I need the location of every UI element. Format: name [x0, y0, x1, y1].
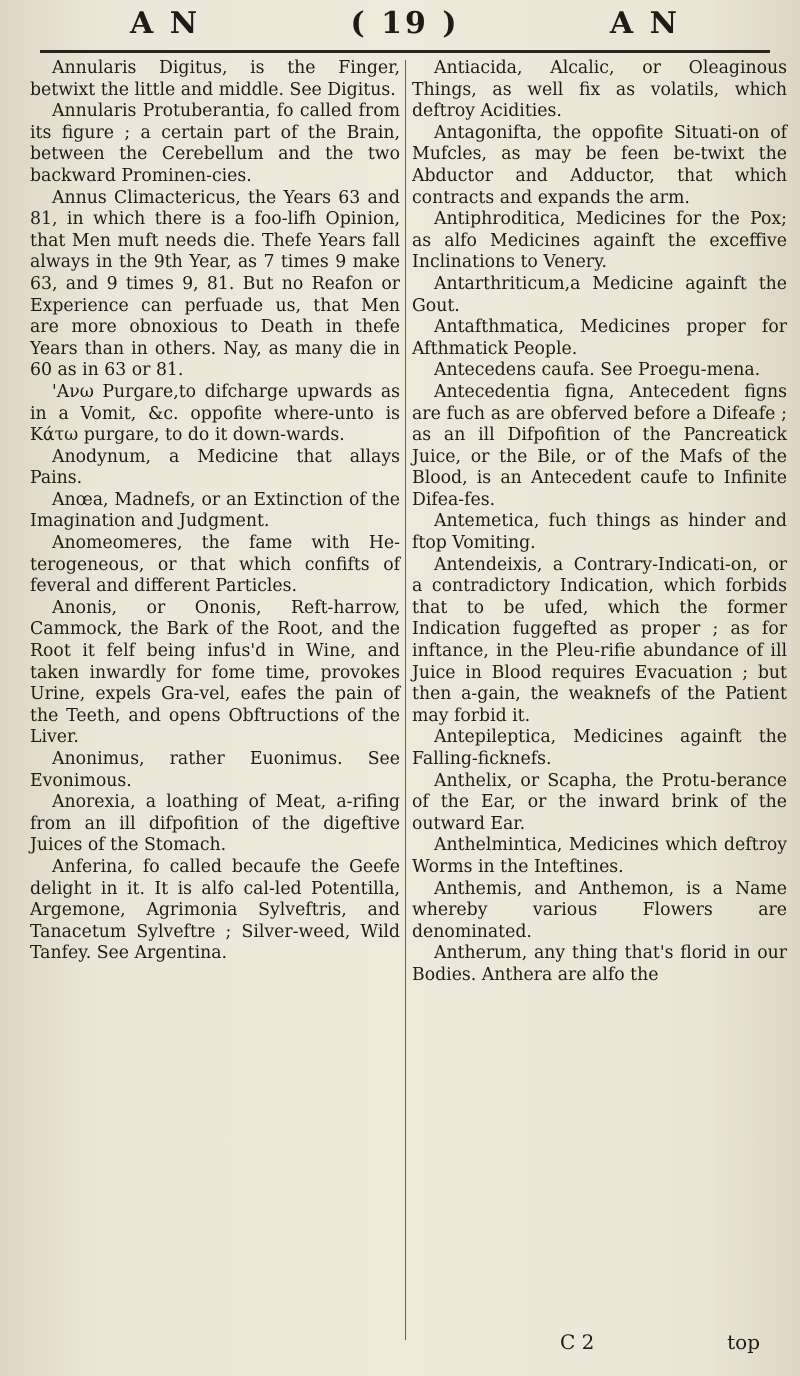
entry-anthemis: Anthemis, and Anthemon, is a Name whereby various Flowers are denominated.: [412, 878, 787, 942]
header-rule: [40, 50, 770, 53]
entry-anorexia: Anorexia, a loathing of Meat, a-rifing from an ill difpofition of the digeftive Juices of the Stomach.: [30, 792, 400, 856]
entry-antecedens: Antecedens caufa. See Proegu-mena.: [434, 360, 761, 381]
running-header: [130, 0, 680, 46]
entry-anoea: Anœa, Madnefs, or an Extinction of the Imagination and Judgment.: [30, 489, 400, 532]
entry-antarthriticum: Antarthriticum,a Medicine againft the Gout.: [412, 273, 787, 316]
entry-annularis-digitus: Annularis Digitus, is the Finger, betwixt the little and middle. See Digitus.: [30, 58, 400, 100]
entry-annus-climactericus: Annus Climactericus, the Years 63 and 81, in which there is a foo-lifh Opinion, that Men muft needs die. Thefe Years fall always in the 9th Year, as 7 times 9 make 63, and 9 times 9, 81. But no Reafon or Experience can perfuade us, that Men are more obnoxious to Death in thefe Years than in others. Nay, as many die in 60 as in 63 or 81.: [30, 187, 400, 381]
left-column: [30, 58, 400, 965]
entry-antherum: Antherum, any thing that's florid in our Bodies. Anthera are alfo the: [412, 943, 787, 985]
entry-anthelmintica: Anthelmintica, Medicines which deftroy Worms in the Inteftines.: [412, 835, 787, 877]
entry-annularis-protuberantia: Annularis Protuberantia, fo called from its figure ; a certain part of the Brain, between the Cerebellum and the two backward Prominen-cies.: [30, 101, 400, 186]
entry-antemetica: Antemetica, fuch things as hinder and ftop Vomiting.: [412, 511, 787, 554]
page-footer: [560, 1330, 760, 1354]
catchword: top: [727, 1330, 760, 1354]
entry-antiphroditica: Antiphroditica, Medicines for the Pox; as alfo Medicines againft the exceffive Inclinations to Venery.: [412, 209, 787, 273]
entry-anserina: Anferina, fo called becaufe the Geefe delight in it. It is alfo cal-led Potentilla, Argemone, Agrimonia Sylveftris, and Tanacetum Sylveftre ; Silver-weed, Wild Tanfey. See Argentina.: [30, 856, 400, 964]
entry-anonis: Anonis, or Ononis, Reft-harrow, Cammock, the Bark of the Root, and the Root it felf being infus'd in Wine, and taken inwardly for fome time, provokes Urine, expels Gra-vel, eafes the pain of the Teeth, and opens Obftructions of the Liver.: [30, 597, 400, 748]
entry-antagonista: Antagonifta, the oppofite Situati-on of Mufcles, as may be feen be-twixt the Abductor and Adductor, that which contracts and expands the arm.: [412, 122, 787, 208]
page-number: ( 19 ): [350, 5, 460, 41]
entry-anthelix: Anthelix, or Scapha, the Protu-berance of the Ear, or the inward brink of the outward Ear.: [412, 770, 787, 834]
entry-antecedentia-signa: Antecedentia figna, Antecedent figns are fuch as are obferved before a Difeafe ; as an ill Difpofition of the Pancreatick Juice, or the Bile, or of the Mafs of the Blood, is an Antecedent caufe to Infinite Difea-fes.: [412, 381, 787, 510]
entry-anonimus: Anonimus, rather Euonimus. See Evonimous.: [30, 749, 400, 791]
entry-antendeixis: Antendeixis, a Contrary-Indicati-on, or a contradictory Indication, which forbids that to be ufed, which the former Indication fuggefted as proper ; as for inftance, in the Pleu-rifie abundance of ill Juice in Blood requires Evacuation ; but then a-gain, the weaknefs of the Patient may forbid it.: [412, 554, 787, 726]
right-column: [412, 58, 787, 987]
entry-antepileptica: Antepileptica, Medicines againft the Falling-ficknefs.: [412, 727, 787, 769]
header-left: A N: [130, 5, 201, 41]
header-right: A N: [609, 5, 680, 41]
column-divider: [405, 60, 406, 1340]
entry-antasthmatica: Antafthmatica, Medicines proper for Afthmatick People.: [412, 317, 787, 359]
entry-ano-purgare: 'Ανω Purgare,to difcharge upwards as in a Vomit, &c. oppofite where-unto is Κάτω purgare, to do it down-wards.: [30, 381, 400, 446]
entry-anodynum: Anodynum, a Medicine that allays Pains.: [30, 446, 400, 489]
entry-anomeomeres: Anomeomeres, the fame with He-terogeneous, or that which confifts of feveral and different Particles.: [30, 533, 400, 597]
entry-antiacida: Antiacida, Alcalic, or Oleaginous Things, as well fix as volatils, which deftroy Acidities.: [412, 58, 787, 122]
signature-mark: C 2: [560, 1330, 595, 1354]
